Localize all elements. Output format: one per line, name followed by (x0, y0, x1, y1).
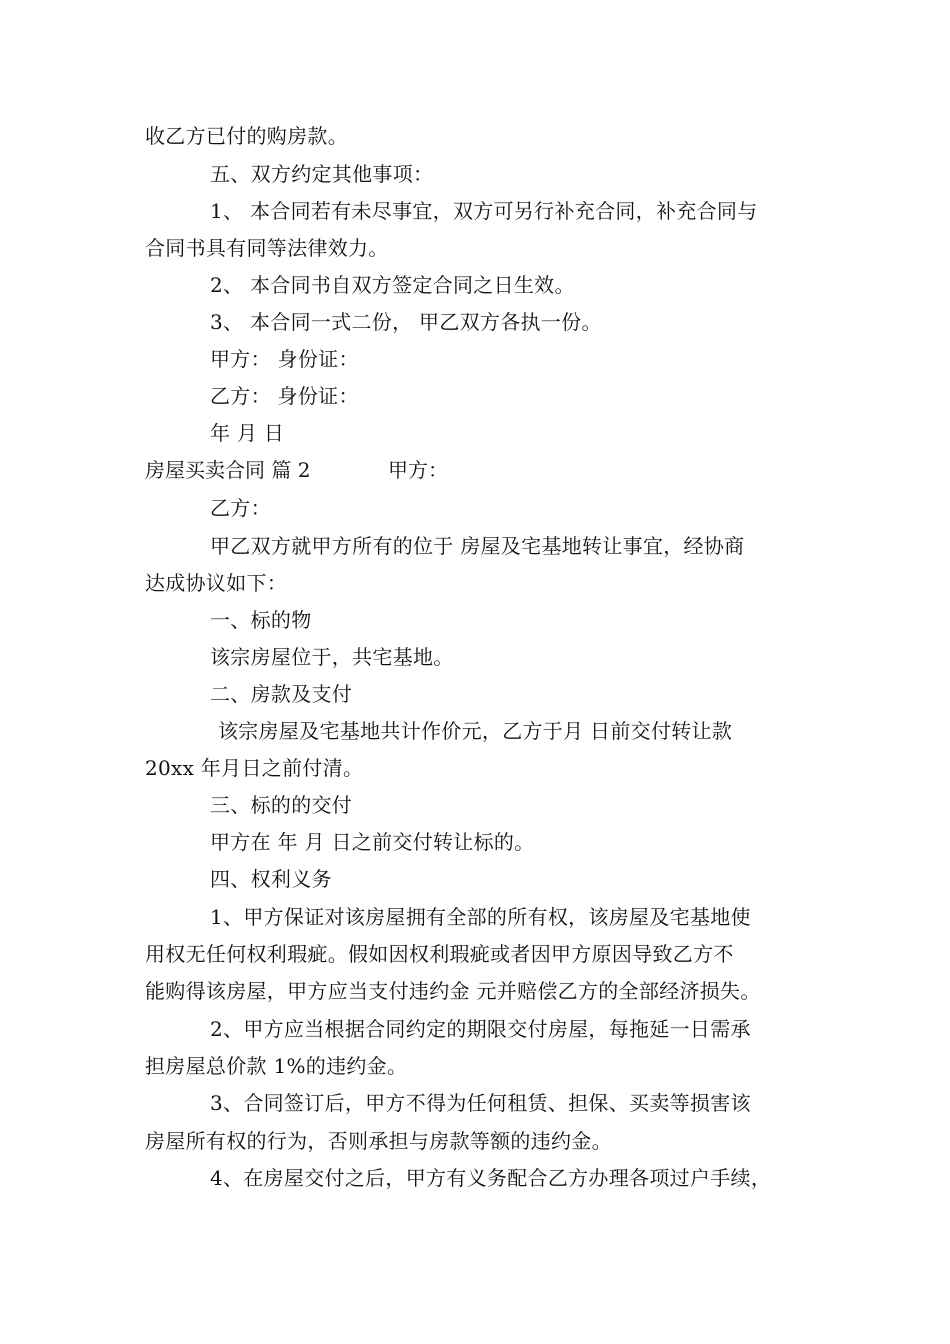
text-line: 达成协议如下： (145, 571, 288, 595)
text-line: 甲乙双方就甲方所有的位于 房屋及宅基地转让事宜，经协商 (210, 534, 745, 558)
text-line: 担房屋总价款 1%的违约金。 (145, 1054, 408, 1078)
section-heading: 三、标的的交付 (210, 793, 353, 817)
contract-title: 房屋买卖合同 篇 2 (145, 458, 311, 482)
section-heading: 一、标的物 (210, 608, 312, 632)
party-a-label: 甲方： (388, 458, 448, 482)
text-line: 3、合同签订后，甲方不得为任何租赁、担保、买卖等损害该 (210, 1091, 751, 1115)
text-line: 收乙方已付的购房款。 (145, 124, 348, 148)
text-line: 能购得该房屋，甲方应当支付违约金 元并赔偿乙方的全部经济损失。 (145, 979, 761, 1003)
text-line: 20xx 年月日之前付清。 (145, 756, 364, 780)
signature-line-party-b: 乙方： 身份证： (210, 384, 359, 408)
text-line: 4、在房屋交付之后，甲方有义务配合乙方办理各项过户手续， (210, 1166, 772, 1190)
text-line: 2、甲方应当根据合同约定的期限交付房屋，每拖延一日需承 (210, 1017, 751, 1041)
text-line: 2、 本合同书自双方签定合同之日生效。 (210, 273, 575, 297)
text-line: 合同书具有同等法律效力。 (145, 236, 389, 260)
text-line: 3、 本合同一式二份， 甲乙双方各执一份。 (210, 310, 602, 334)
text-line: 该宗房屋及宅基地共计作价元，乙方于月 日前交付转让款 (218, 719, 733, 743)
section-heading: 二、房款及支付 (210, 682, 353, 706)
text-line: 该宗房屋位于，共宅基地。 (210, 645, 454, 669)
text-line: 1、 本合同若有未尽事宜，双方可另行补充合同，补充合同与 (210, 199, 758, 223)
section-heading: 五、双方约定其他事项： (210, 162, 434, 186)
text-line: 用权无任何权利瑕疵。假如因权利瑕疵或者因甲方原因导致乙方不 (145, 942, 734, 966)
text-line: 甲方在 年 月 日之前交付转让标的。 (210, 830, 535, 854)
text-line: 1、甲方保证对该房屋拥有全部的所有权，该房屋及宅基地使 (210, 905, 751, 929)
text-line: 房屋所有权的行为，否则承担与房款等额的违约金。 (145, 1129, 612, 1153)
date-line: 年 月 日 (210, 421, 285, 445)
party-b-label: 乙方： (210, 496, 271, 520)
section-heading: 四、权利义务 (210, 867, 332, 891)
signature-line-party-a: 甲方： 身份证： (210, 347, 359, 371)
